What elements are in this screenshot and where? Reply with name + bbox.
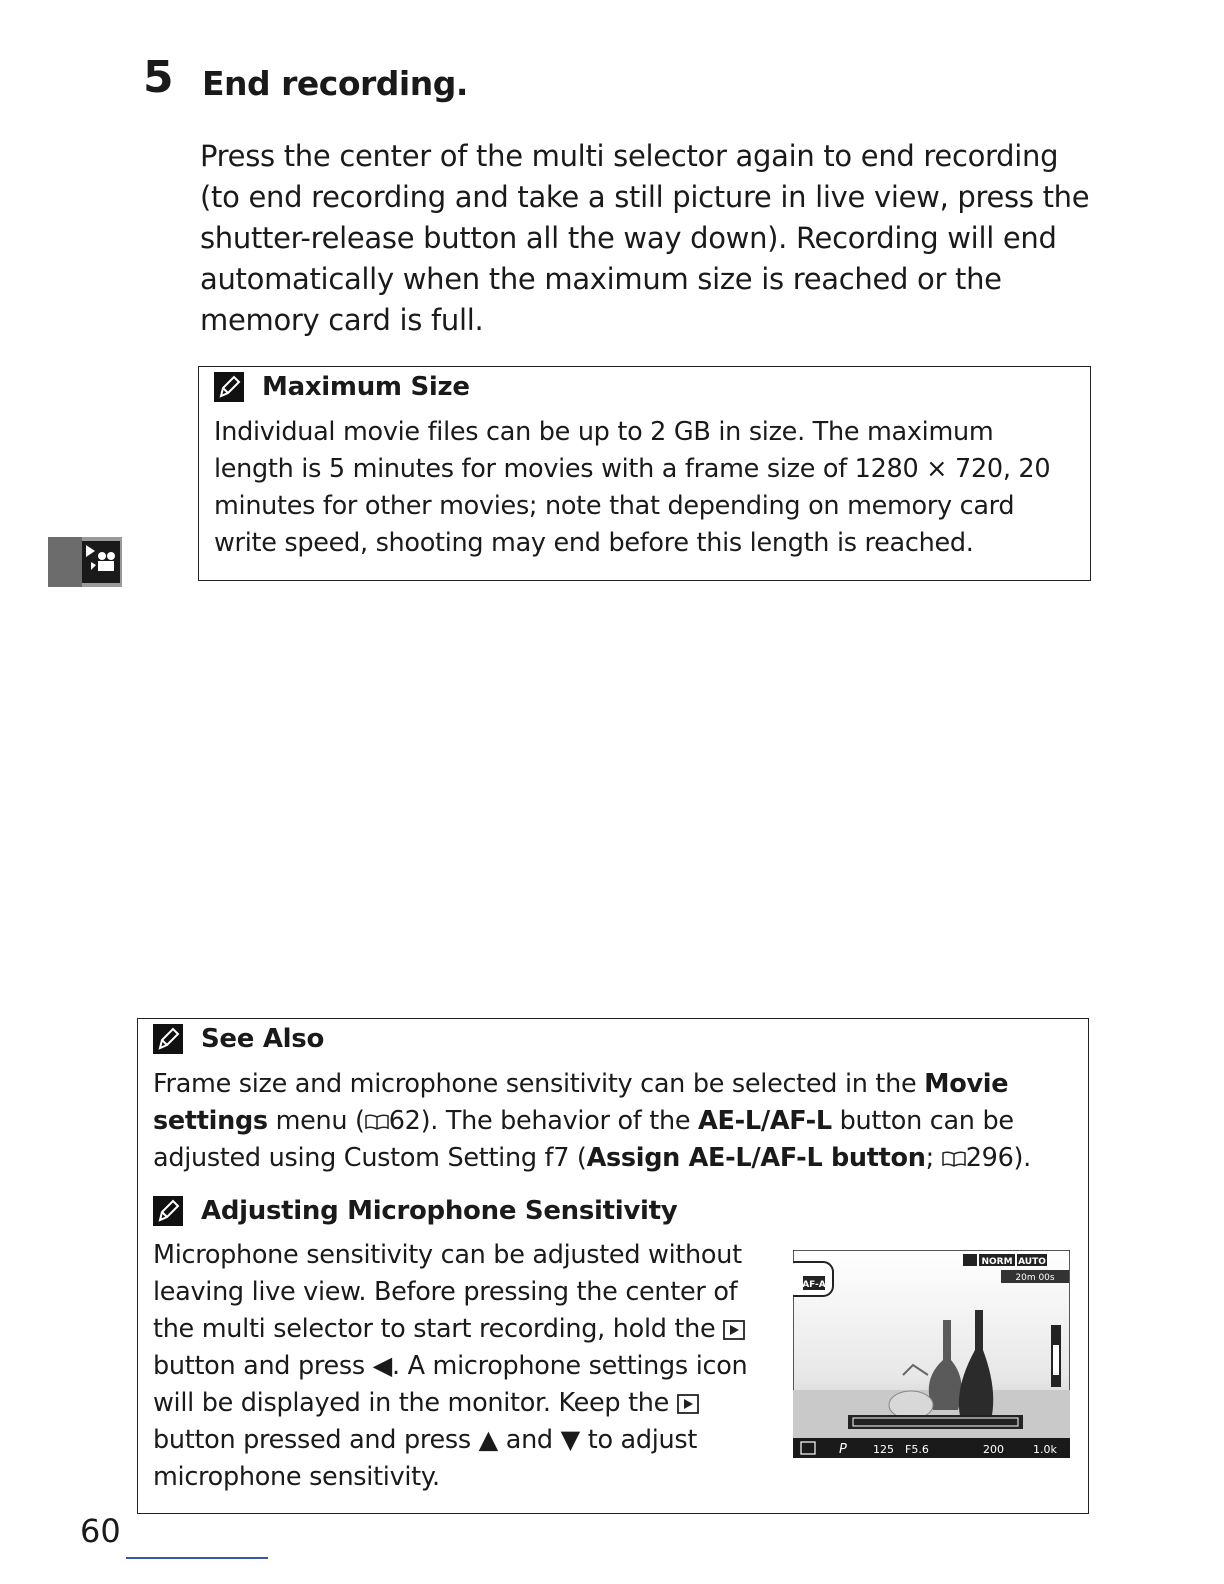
quality-readout: NORM: [981, 1257, 1013, 1267]
ae-l-af-l-label: AE-L/AF-L: [698, 1106, 832, 1136]
footer-rule: [126, 1557, 268, 1559]
see-also-heading-row: [153, 1024, 324, 1054]
step-number: 5: [143, 52, 174, 103]
assign-ae-l-af-l-label: Assign AE-L/AF-L button: [586, 1143, 926, 1173]
see-also-text-4: button can be adjusted using Custom Setting f7 (: [153, 1106, 1014, 1173]
page-ref-62: 62: [388, 1106, 421, 1136]
mic-heading: Adjusting Microphone Sensitivity: [201, 1196, 678, 1226]
see-also-text-5: ;: [925, 1143, 942, 1173]
mic-text-4: button pressed and press: [153, 1425, 479, 1455]
see-also-text: [153, 1066, 1073, 1177]
time-remaining-readout: 20m 00s: [1015, 1273, 1055, 1283]
left-arrow-glyph: ◀: [372, 1351, 392, 1381]
down-arrow-glyph: ▼: [560, 1425, 580, 1455]
iso-readout: 200: [983, 1443, 1004, 1456]
book-reference-icon: [365, 1114, 389, 1130]
frames-readout: 1.0k: [1033, 1443, 1057, 1456]
maximum-size-heading: Maximum Size: [262, 372, 470, 402]
mic-heading-row: [153, 1196, 677, 1226]
aperture-readout: F5.6: [905, 1443, 929, 1456]
see-also-text-1: Frame size and microphone sensitivity can be selected in the: [153, 1069, 925, 1099]
mic-text-1: Microphone sensitivity can be adjusted without leaving live view. Before pressing the center of the multi selector to start recording, hold the: [153, 1240, 742, 1344]
exposure-mode-readout: P: [839, 1442, 847, 1457]
mic-text-6: to adjust microphone sensitivity.: [153, 1425, 698, 1492]
white-balance-readout: AUTO: [1018, 1257, 1046, 1267]
page-ref-296: 296: [965, 1143, 1014, 1173]
maximum-size-text: Individual movie files can be up to 2 GB in size. The maximum length is 5 minutes for movies with a frame size of 1280 × 720, 20 minutes for other movies; note that depending on memory card write speed, shooting may end before this length is reached.: [214, 417, 1051, 558]
movie-settings-menu-label: Movie settings: [153, 1069, 1009, 1136]
step-body: [200, 136, 1100, 341]
playback-button-icon: [723, 1320, 745, 1340]
note-heading-row: [214, 372, 470, 402]
shutter-speed-readout: 125: [873, 1443, 894, 1456]
mic-text-5: and: [497, 1425, 561, 1455]
page-number: 60: [80, 1512, 121, 1550]
movie-chapter-tab-icon: [48, 537, 122, 587]
maximum-size-note: [198, 366, 1091, 581]
up-arrow-glyph: ▲: [478, 1425, 498, 1455]
see-also-text-2: menu (: [267, 1106, 365, 1136]
see-also-heading: See Also: [201, 1024, 325, 1054]
see-also-text-3: ). The behavior of the: [420, 1106, 699, 1136]
mic-text-3: . A microphone settings icon will be displayed in the monitor. Keep the: [153, 1351, 748, 1418]
mic-text-2: button and press: [153, 1351, 373, 1381]
svg-text:AF-A: AF-A: [802, 1280, 826, 1290]
playback-button-icon: [677, 1394, 699, 1414]
book-reference-icon: [942, 1151, 966, 1167]
mic-text: [153, 1237, 763, 1496]
step-body-text: Press the center of the multi selector again to end recording (to end recording and take a still picture in live view, press the shutter-release button all the way down). Recording will end automatically when the maximum size is reached or the memory card is full.: [200, 139, 1090, 337]
pencil-note-icon: [153, 1024, 183, 1054]
pencil-note-icon: [153, 1196, 183, 1226]
live-view-monitor: [793, 1250, 1070, 1458]
pencil-note-icon: [214, 372, 244, 402]
see-also-text-6: ).: [1013, 1143, 1031, 1173]
step-title: End recording.: [202, 64, 468, 103]
